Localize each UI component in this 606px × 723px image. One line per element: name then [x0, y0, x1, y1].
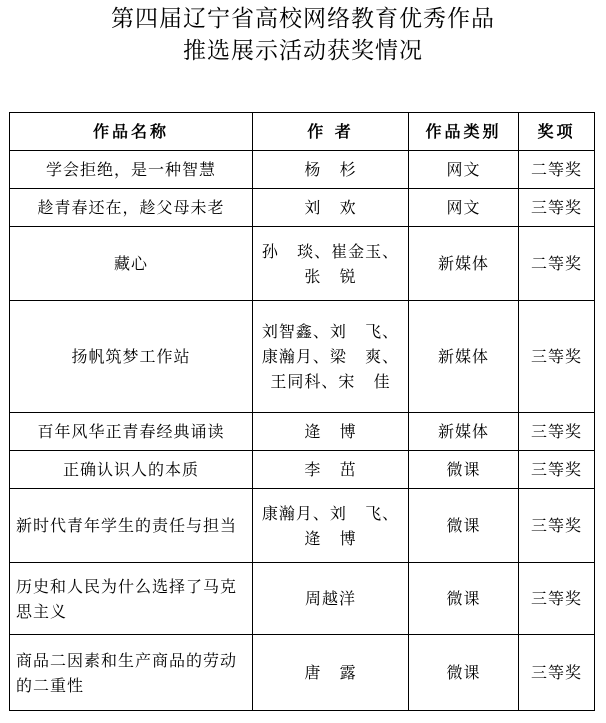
award: 三等奖 [519, 563, 595, 635]
work-name: 学会拒绝，是一种智慧 [10, 151, 253, 189]
table-row [10, 451, 595, 489]
award: 三等奖 [519, 635, 595, 711]
table-row [10, 489, 595, 563]
work-name: 扬帆筑梦工作站 [10, 301, 253, 413]
award: 二等奖 [519, 227, 595, 301]
category: 网文 [409, 189, 519, 227]
table-row [10, 189, 595, 227]
work-name: 新时代青年学生的责任与担当 [10, 489, 253, 563]
category: 新媒体 [409, 301, 519, 413]
author: 刘智鑫、刘 飞、 康瀚月、梁 爽、 王同科、宋 佳 [253, 301, 409, 413]
award: 三等奖 [519, 189, 595, 227]
category: 新媒体 [409, 227, 519, 301]
author: 逄 博 [253, 413, 409, 451]
award: 三等奖 [519, 413, 595, 451]
category: 微课 [409, 635, 519, 711]
work-name: 商品二因素和生产商品的劳动的二重性 [10, 635, 253, 711]
category: 新媒体 [409, 413, 519, 451]
table-row [10, 635, 595, 711]
header-category: 作品类别 [409, 113, 519, 151]
category: 微课 [409, 451, 519, 489]
work-name: 正确认识人的本质 [10, 451, 253, 489]
table-header-row [10, 113, 595, 151]
work-name: 趁青春还在，趁父母未老 [10, 189, 253, 227]
header-work-name: 作品名称 [10, 113, 253, 151]
author: 唐 露 [253, 635, 409, 711]
category: 网文 [409, 151, 519, 189]
award: 二等奖 [519, 151, 595, 189]
category: 微课 [409, 563, 519, 635]
table-row [10, 413, 595, 451]
author: 康瀚月、刘 飞、 逄 博 [253, 489, 409, 563]
table-row [10, 151, 595, 189]
award: 三等奖 [519, 489, 595, 563]
author: 周越洋 [253, 563, 409, 635]
award: 三等奖 [519, 301, 595, 413]
awards-table [9, 112, 595, 711]
author: 孙 琰、崔金玉、 张 锐 [253, 227, 409, 301]
author: 杨 杉 [253, 151, 409, 189]
work-name: 百年风华正青春经典诵读 [10, 413, 253, 451]
table-row [10, 301, 595, 413]
header-award: 奖项 [519, 113, 595, 151]
table-row [10, 227, 595, 301]
work-name: 历史和人民为什么选择了马克思主义 [10, 563, 253, 635]
page-title-line-1: 第四届辽宁省高校网络教育优秀作品 [111, 6, 495, 32]
author: 刘 欢 [253, 189, 409, 227]
page-title-line-2: 推选展示活动获奖情况 [183, 38, 423, 64]
author: 李 茁 [253, 451, 409, 489]
work-name: 藏心 [10, 227, 253, 301]
table-row [10, 563, 595, 635]
award: 三等奖 [519, 451, 595, 489]
header-author: 作 者 [253, 113, 409, 151]
category: 微课 [409, 489, 519, 563]
